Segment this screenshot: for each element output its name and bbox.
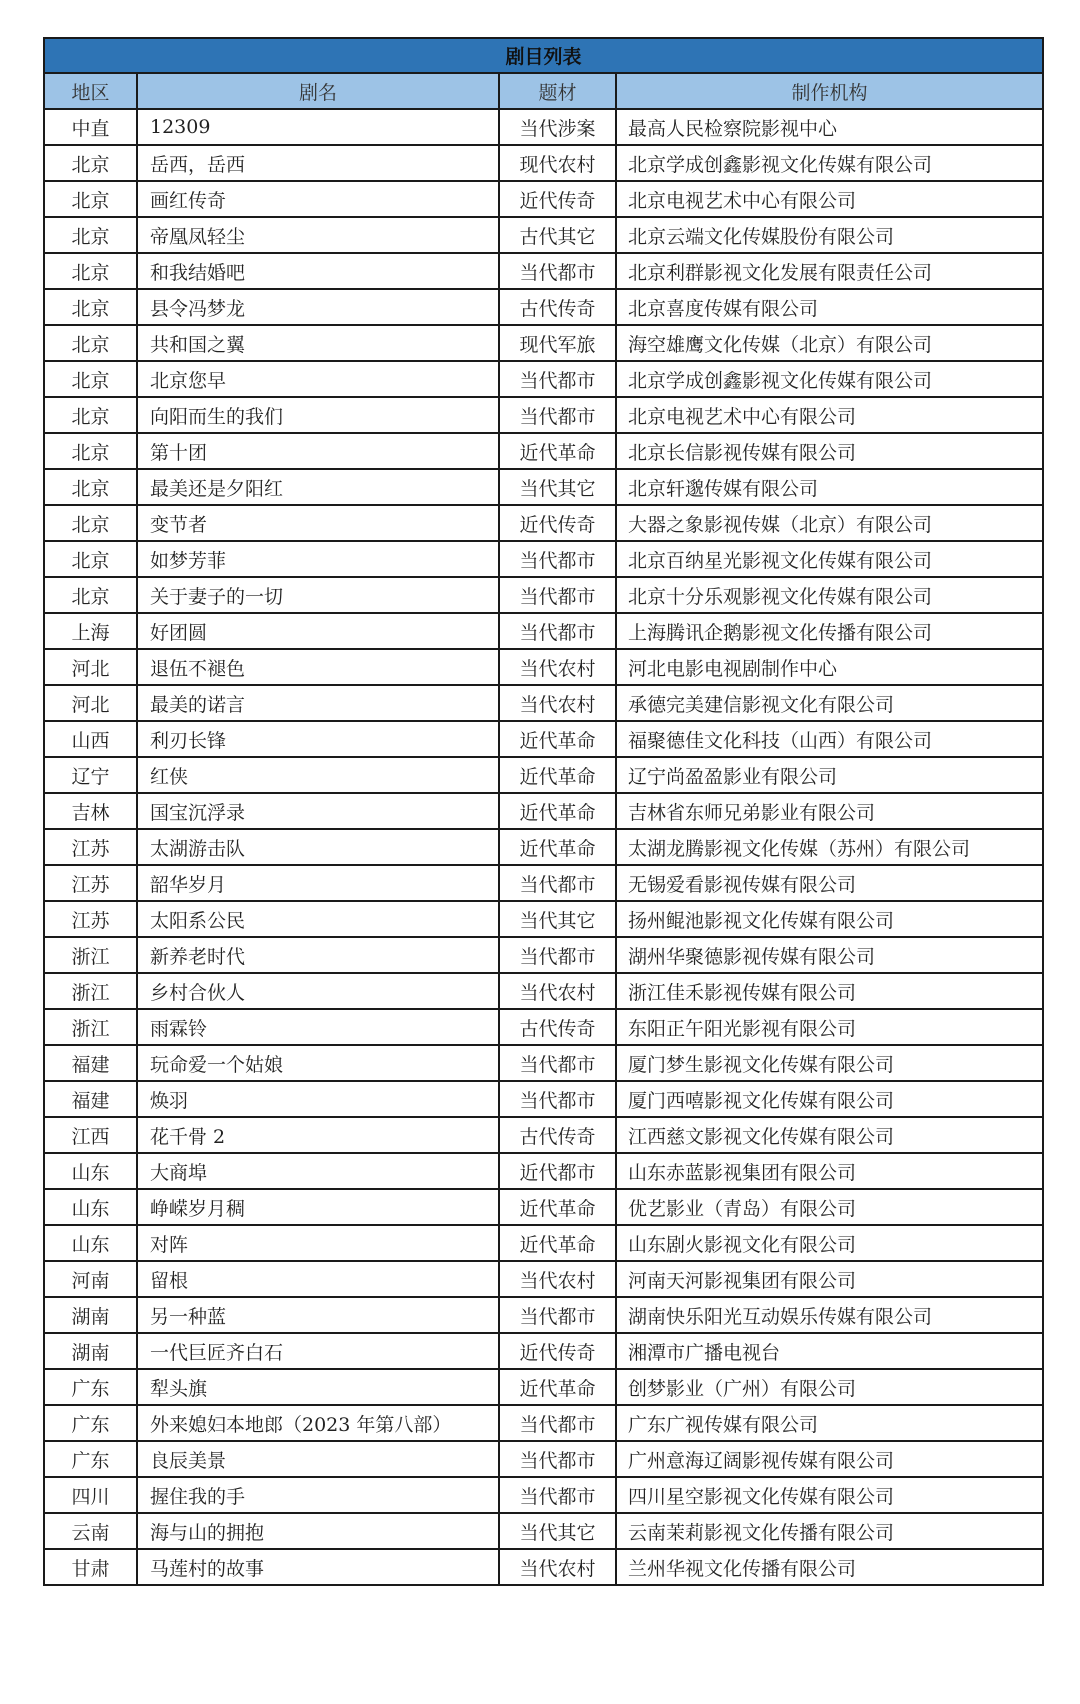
cell-producer: 兰州华视文化传播有限公司 — [616, 1549, 1043, 1585]
table-row — [44, 145, 1043, 181]
table-row — [44, 829, 1043, 865]
cell-region: 江苏 — [44, 865, 137, 901]
cell-genre: 当代都市 — [499, 361, 616, 397]
cell-region: 河北 — [44, 685, 137, 721]
cell-genre: 当代其它 — [499, 1513, 616, 1549]
drama-list-table — [43, 37, 1044, 1586]
table-row — [44, 1297, 1043, 1333]
cell-title: 北京您早 — [137, 361, 499, 397]
cell-region: 中直 — [44, 109, 137, 145]
cell-region: 北京 — [44, 181, 137, 217]
cell-title: 大商埠 — [137, 1153, 499, 1189]
cell-title: 焕羽 — [137, 1081, 499, 1117]
cell-genre: 当代都市 — [499, 541, 616, 577]
column-header-genre: 题材 — [499, 73, 616, 109]
cell-region: 广东 — [44, 1441, 137, 1477]
cell-region: 浙江 — [44, 937, 137, 973]
table-row — [44, 1513, 1043, 1549]
cell-genre: 当代农村 — [499, 973, 616, 1009]
cell-region: 山东 — [44, 1153, 137, 1189]
cell-region: 北京 — [44, 505, 137, 541]
cell-producer: 北京喜度传媒有限公司 — [616, 289, 1043, 325]
cell-title: 新养老时代 — [137, 937, 499, 973]
cell-genre: 古代其它 — [499, 217, 616, 253]
cell-region: 北京 — [44, 541, 137, 577]
cell-genre: 近代传奇 — [499, 181, 616, 217]
table-row — [44, 1549, 1043, 1585]
cell-region: 吉林 — [44, 793, 137, 829]
cell-title: 最美的诺言 — [137, 685, 499, 721]
table-row — [44, 541, 1043, 577]
cell-region: 河北 — [44, 649, 137, 685]
cell-region: 山东 — [44, 1225, 137, 1261]
cell-producer: 广东广视传媒有限公司 — [616, 1405, 1043, 1441]
table-row — [44, 793, 1043, 829]
cell-title: 县令冯梦龙 — [137, 289, 499, 325]
cell-genre: 当代都市 — [499, 397, 616, 433]
cell-producer: 江西慈文影视文化传媒有限公司 — [616, 1117, 1043, 1153]
cell-region: 福建 — [44, 1045, 137, 1081]
cell-genre: 现代军旅 — [499, 325, 616, 361]
cell-producer: 山东赤蓝影视集团有限公司 — [616, 1153, 1043, 1189]
cell-region: 福建 — [44, 1081, 137, 1117]
cell-region: 上海 — [44, 613, 137, 649]
cell-genre: 当代都市 — [499, 937, 616, 973]
table-row — [44, 109, 1043, 145]
table-row — [44, 685, 1043, 721]
cell-region: 河南 — [44, 1261, 137, 1297]
cell-title: 退伍不褪色 — [137, 649, 499, 685]
cell-title: 韶华岁月 — [137, 865, 499, 901]
cell-region: 湖南 — [44, 1333, 137, 1369]
table-row — [44, 1477, 1043, 1513]
cell-genre: 近代传奇 — [499, 505, 616, 541]
cell-title: 另一种蓝 — [137, 1297, 499, 1333]
cell-title: 画红传奇 — [137, 181, 499, 217]
cell-title: 国宝沉浮录 — [137, 793, 499, 829]
cell-region: 北京 — [44, 577, 137, 613]
table-row — [44, 973, 1043, 1009]
cell-producer: 河南天河影视集团有限公司 — [616, 1261, 1043, 1297]
cell-title: 太阳系公民 — [137, 901, 499, 937]
cell-producer: 河北电影电视剧制作中心 — [616, 649, 1043, 685]
cell-producer: 东阳正午阳光影视有限公司 — [616, 1009, 1043, 1045]
cell-producer: 无锡爱看影视传媒有限公司 — [616, 865, 1043, 901]
cell-region: 北京 — [44, 217, 137, 253]
cell-title: 利刃长锋 — [137, 721, 499, 757]
cell-title: 一代巨匠齐白石 — [137, 1333, 499, 1369]
cell-title: 红侠 — [137, 757, 499, 793]
table-row — [44, 181, 1043, 217]
cell-genre: 当代都市 — [499, 253, 616, 289]
table-row — [44, 1369, 1043, 1405]
cell-producer: 湖南快乐阳光互动娱乐传媒有限公司 — [616, 1297, 1043, 1333]
cell-producer: 广州意海辽阔影视传媒有限公司 — [616, 1441, 1043, 1477]
cell-title: 花千骨 2 — [137, 1117, 499, 1153]
cell-title: 好团圆 — [137, 613, 499, 649]
cell-region: 北京 — [44, 145, 137, 181]
cell-region: 云南 — [44, 1513, 137, 1549]
cell-title: 外来媳妇本地郎（2023 年第八部） — [137, 1405, 499, 1441]
cell-genre: 当代都市 — [499, 865, 616, 901]
cell-title: 岳西，岳西 — [137, 145, 499, 181]
table-row — [44, 217, 1043, 253]
cell-region: 甘肃 — [44, 1549, 137, 1585]
cell-title: 海与山的拥抱 — [137, 1513, 499, 1549]
table-row — [44, 361, 1043, 397]
cell-producer: 创梦影业（广州）有限公司 — [616, 1369, 1043, 1405]
cell-genre: 当代其它 — [499, 901, 616, 937]
cell-producer: 吉林省东师兄弟影业有限公司 — [616, 793, 1043, 829]
cell-region: 广东 — [44, 1369, 137, 1405]
cell-producer: 承德完美建信影视文化有限公司 — [616, 685, 1043, 721]
cell-genre: 近代革命 — [499, 433, 616, 469]
cell-title: 关于妻子的一切 — [137, 577, 499, 613]
cell-region: 北京 — [44, 325, 137, 361]
cell-region: 北京 — [44, 433, 137, 469]
cell-genre: 当代农村 — [499, 685, 616, 721]
column-header-title: 剧名 — [137, 73, 499, 109]
table-row — [44, 1261, 1043, 1297]
table-row — [44, 1189, 1043, 1225]
cell-title: 向阳而生的我们 — [137, 397, 499, 433]
cell-genre: 近代革命 — [499, 1189, 616, 1225]
cell-producer: 山东剧火影视文化有限公司 — [616, 1225, 1043, 1261]
cell-producer: 四川星空影视文化传媒有限公司 — [616, 1477, 1043, 1513]
cell-genre: 当代都市 — [499, 1477, 616, 1513]
cell-genre: 当代都市 — [499, 1081, 616, 1117]
cell-producer: 海空雄鹰文化传媒（北京）有限公司 — [616, 325, 1043, 361]
cell-region: 湖南 — [44, 1297, 137, 1333]
cell-title: 留根 — [137, 1261, 499, 1297]
cell-title: 对阵 — [137, 1225, 499, 1261]
cell-producer: 北京学成创鑫影视文化传媒有限公司 — [616, 361, 1043, 397]
table-row — [44, 433, 1043, 469]
cell-genre: 当代农村 — [499, 1261, 616, 1297]
table-row — [44, 325, 1043, 361]
cell-title: 雨霖铃 — [137, 1009, 499, 1045]
table-row — [44, 649, 1043, 685]
cell-genre: 近代革命 — [499, 793, 616, 829]
table-title-row — [44, 38, 1043, 73]
cell-producer: 厦门梦生影视文化传媒有限公司 — [616, 1045, 1043, 1081]
cell-producer: 上海腾讯企鹅影视文化传播有限公司 — [616, 613, 1043, 649]
table-row — [44, 613, 1043, 649]
cell-region: 江苏 — [44, 901, 137, 937]
cell-title: 最美还是夕阳红 — [137, 469, 499, 505]
cell-producer: 扬州鲲池影视文化传媒有限公司 — [616, 901, 1043, 937]
cell-producer: 北京电视艺术中心有限公司 — [616, 397, 1043, 433]
table-title: 剧目列表 — [44, 38, 1043, 73]
cell-region: 北京 — [44, 289, 137, 325]
cell-producer: 最高人民检察院影视中心 — [616, 109, 1043, 145]
cell-region: 江苏 — [44, 829, 137, 865]
cell-producer: 太湖龙腾影视文化传媒（苏州）有限公司 — [616, 829, 1043, 865]
cell-producer: 北京百纳星光影视文化传媒有限公司 — [616, 541, 1043, 577]
cell-producer: 大器之象影视传媒（北京）有限公司 — [616, 505, 1043, 541]
table-row — [44, 721, 1043, 757]
cell-genre: 当代涉案 — [499, 109, 616, 145]
cell-genre: 近代传奇 — [499, 1333, 616, 1369]
cell-producer: 北京长信影视传媒有限公司 — [616, 433, 1043, 469]
cell-genre: 近代革命 — [499, 1225, 616, 1261]
cell-producer: 湘潭市广播电视台 — [616, 1333, 1043, 1369]
cell-title: 变节者 — [137, 505, 499, 541]
cell-producer: 北京十分乐观影视文化传媒有限公司 — [616, 577, 1043, 613]
cell-producer: 福聚德佳文化科技（山西）有限公司 — [616, 721, 1043, 757]
cell-region: 辽宁 — [44, 757, 137, 793]
cell-producer: 辽宁尚盈盈影业有限公司 — [616, 757, 1043, 793]
cell-genre: 近代革命 — [499, 829, 616, 865]
cell-genre: 近代革命 — [499, 721, 616, 757]
table-row — [44, 865, 1043, 901]
cell-region: 山东 — [44, 1189, 137, 1225]
cell-genre: 当代农村 — [499, 1549, 616, 1585]
cell-genre: 古代传奇 — [499, 1009, 616, 1045]
table-row — [44, 397, 1043, 433]
cell-region: 北京 — [44, 253, 137, 289]
cell-genre: 近代革命 — [499, 1369, 616, 1405]
cell-genre: 古代传奇 — [499, 1117, 616, 1153]
table-row — [44, 1117, 1043, 1153]
cell-producer: 北京电视艺术中心有限公司 — [616, 181, 1043, 217]
table-row — [44, 577, 1043, 613]
cell-producer: 湖州华聚德影视传媒有限公司 — [616, 937, 1043, 973]
cell-region: 浙江 — [44, 973, 137, 1009]
cell-genre: 当代都市 — [499, 1045, 616, 1081]
cell-region: 广东 — [44, 1405, 137, 1441]
cell-region: 江西 — [44, 1117, 137, 1153]
cell-producer: 北京学成创鑫影视文化传媒有限公司 — [616, 145, 1043, 181]
table-row — [44, 289, 1043, 325]
cell-title: 太湖游击队 — [137, 829, 499, 865]
cell-title: 玩命爱一个姑娘 — [137, 1045, 499, 1081]
cell-genre: 现代农村 — [499, 145, 616, 181]
table-row — [44, 505, 1043, 541]
cell-producer: 云南茉莉影视文化传播有限公司 — [616, 1513, 1043, 1549]
cell-genre: 当代农村 — [499, 649, 616, 685]
cell-region: 山西 — [44, 721, 137, 757]
cell-title: 第十团 — [137, 433, 499, 469]
cell-region: 北京 — [44, 397, 137, 433]
cell-title: 乡村合伙人 — [137, 973, 499, 1009]
cell-genre: 当代都市 — [499, 1441, 616, 1477]
drama-list-table-container — [43, 37, 1042, 1586]
cell-region: 四川 — [44, 1477, 137, 1513]
table-row — [44, 937, 1043, 973]
table-row — [44, 1405, 1043, 1441]
cell-title: 峥嵘岁月稠 — [137, 1189, 499, 1225]
cell-genre: 近代都市 — [499, 1153, 616, 1189]
cell-producer: 北京轩邈传媒有限公司 — [616, 469, 1043, 505]
cell-genre: 古代传奇 — [499, 289, 616, 325]
table-row — [44, 757, 1043, 793]
cell-title: 共和国之翼 — [137, 325, 499, 361]
table-row — [44, 1441, 1043, 1477]
cell-genre: 当代都市 — [499, 1297, 616, 1333]
table-row — [44, 1333, 1043, 1369]
table-row — [44, 1081, 1043, 1117]
cell-title: 帝凰凤轻尘 — [137, 217, 499, 253]
cell-region: 北京 — [44, 469, 137, 505]
cell-title: 和我结婚吧 — [137, 253, 499, 289]
table-row — [44, 1225, 1043, 1261]
table-header-row — [44, 73, 1043, 109]
table-row — [44, 253, 1043, 289]
cell-genre: 当代其它 — [499, 469, 616, 505]
cell-title: 犁头旗 — [137, 1369, 499, 1405]
cell-producer: 优艺影业（青岛）有限公司 — [616, 1189, 1043, 1225]
cell-title: 马莲村的故事 — [137, 1549, 499, 1585]
column-header-region: 地区 — [44, 73, 137, 109]
cell-region: 浙江 — [44, 1009, 137, 1045]
table-row — [44, 1009, 1043, 1045]
cell-title: 12309 — [137, 109, 499, 145]
cell-title: 握住我的手 — [137, 1477, 499, 1513]
column-header-producer: 制作机构 — [616, 73, 1043, 109]
cell-producer: 厦门西嘻影视文化传媒有限公司 — [616, 1081, 1043, 1117]
cell-genre: 当代都市 — [499, 613, 616, 649]
cell-producer: 浙江佳禾影视传媒有限公司 — [616, 973, 1043, 1009]
cell-genre: 近代革命 — [499, 757, 616, 793]
cell-region: 北京 — [44, 361, 137, 397]
cell-producer: 北京云端文化传媒股份有限公司 — [616, 217, 1043, 253]
cell-title: 如梦芳菲 — [137, 541, 499, 577]
table-row — [44, 469, 1043, 505]
table-body — [44, 109, 1043, 1585]
cell-producer: 北京利群影视文化发展有限责任公司 — [616, 253, 1043, 289]
table-row — [44, 901, 1043, 937]
cell-genre: 当代都市 — [499, 577, 616, 613]
table-row — [44, 1153, 1043, 1189]
table-row — [44, 1045, 1043, 1081]
cell-genre: 当代都市 — [499, 1405, 616, 1441]
cell-title: 良辰美景 — [137, 1441, 499, 1477]
